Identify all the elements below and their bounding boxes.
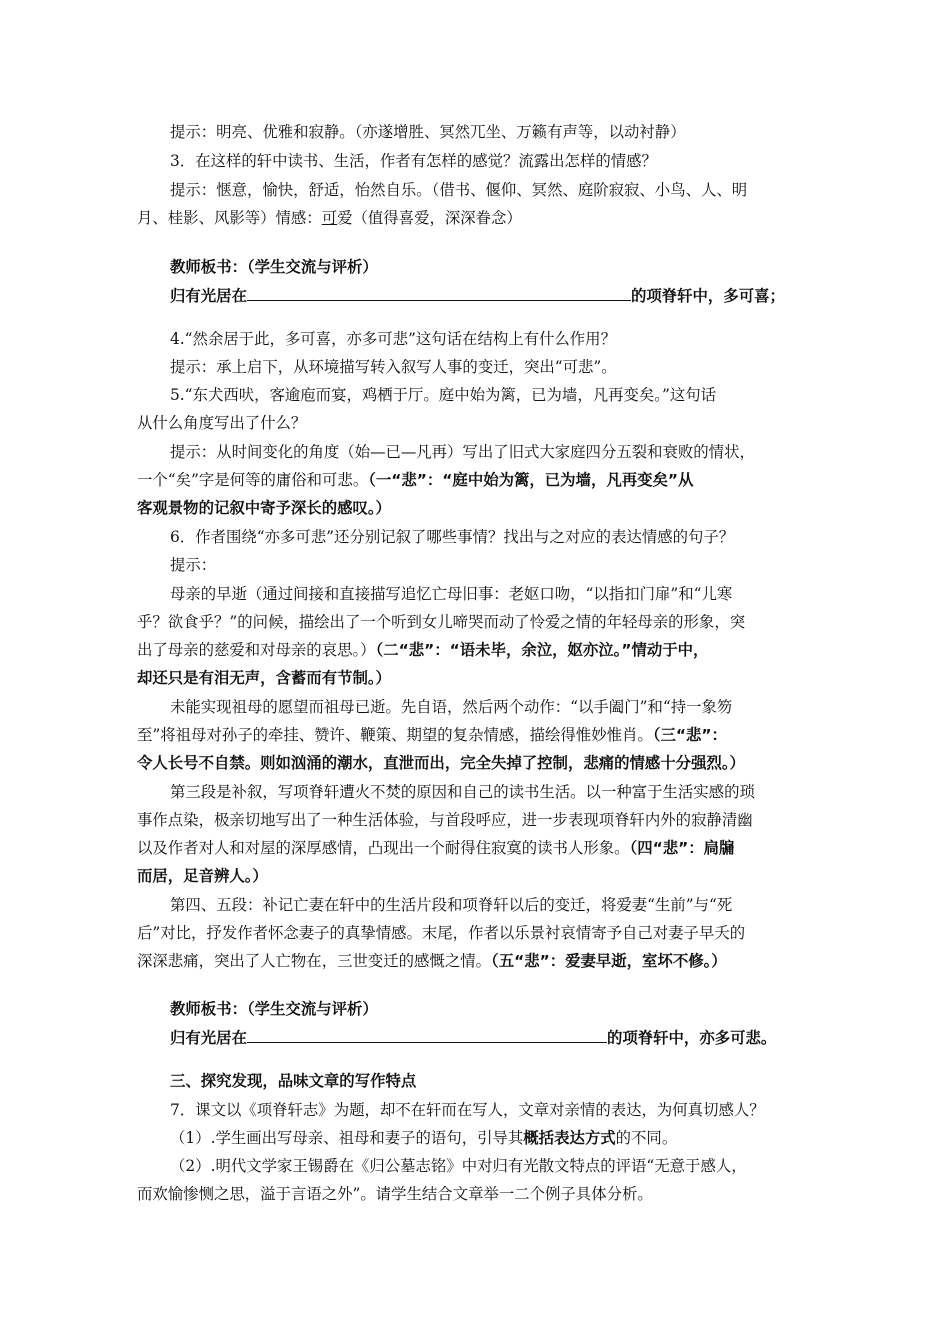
paragraph-line: 母亲的早逝（通过间接和直接描写追忆亡母旧事：老妪口吻，“以指扣门扉”和“儿寒: [170, 585, 733, 603]
paragraph-line: 未能实现祖母的愿望而祖母已逝。先自语，然后两个动作：“以手阖门”和“持一象笏: [170, 698, 733, 716]
sub-item-2: （2）.明代文学家王锡爵在《归公墓志铭》中对归有光散文特点的评语“无意于感人，: [170, 1157, 747, 1175]
hint-line: 提示：明亮、优雅和寂静。（亦遂增胜、冥然兀坐、万籁有声等，以动衬静）: [170, 123, 686, 141]
fill-blank: [247, 1028, 607, 1043]
bold-note: 而居，足音辨人。）: [137, 867, 268, 885]
paragraph-line: 乎？欲食乎？”的问候，描绘出了一个听到女儿啼哭而动了怜爱之情的年轻母亲的形象，突: [137, 613, 746, 631]
board-line: 归有光居在 的项脊轩中，亦多可悲。: [170, 1029, 777, 1047]
bold-note: 却还只是有泪无声，含蓄而有节制。）: [137, 669, 391, 687]
hint-line: 提示：承上启下，从环境描写转入叙写人事的变迁，突出“可悲”。: [170, 358, 617, 376]
paragraph-line: 事作点染，极亲切地写出了一种生活体验，与首段呼应，进一步表现项脊轩内外的寂静清幽: [137, 811, 753, 829]
bold-note: 令人长号不自禁。则如汹涌的潮水，直泄而出，完全失掉了控制，悲痛的情感十分强烈。）: [137, 754, 745, 772]
hint-line: 提示：惬意，愉快，舒适，怡然自乐。（借书、偃仰、冥然、庭阶寂寂、小鸟、人、明: [170, 181, 748, 199]
paragraph-line: 至”将祖母对孙子的牵挂、赞许、鞭策、期望的复杂情感，描绘得惟妙惟肖。（三“悲”：: [137, 726, 727, 744]
sub-item-2-continued: 而欢愉惨恻之思，溢于言语之外”。请学生结合文章举一二个例子具体分析。: [137, 1185, 653, 1203]
board-title: 教师板书：（学生交流与评析）: [170, 1000, 378, 1018]
sub-item-1: （1）.学生画出写母亲、祖母和妻子的语句，引导其概括表达方式的不同。: [170, 1129, 678, 1147]
fill-blank: [247, 286, 631, 301]
question-6: 6．作者围绕“亦多可悲”还分别记叙了哪些事情？找出与之对应的表达情感的句子？: [170, 528, 735, 546]
paragraph-line: 第三段是补叙，写项脊轩遭火不焚的原因和自己的读书生活。以一种富于生活实感的琐: [170, 783, 755, 801]
board-line: 归有光居在 的项脊轩中，多可喜；: [170, 287, 785, 305]
hint-line-continued: 月、桂影、风影等）情感：可爱（值得喜爱，深深眷念）: [137, 209, 522, 227]
paragraph-line: 以及作者对人和对屋的深厚感情，凸现出一个耐得住寂寞的读书人形象。（四“悲”：扃牖: [137, 839, 735, 857]
question-3: 3．在这样的轩中读书、生活，作者有怎样的感觉？流露出怎样的情感？: [170, 152, 657, 170]
paragraph-line: 深深悲痛，突出了人亡物在，三世变迁的感慨之情。（五“悲”：爱妻早逝，室坏不修。）: [137, 952, 727, 970]
board-title: 教师板书：（学生交流与评析）: [170, 258, 378, 276]
paragraph-line: 第四、五段：补记亡妻在轩中的生活片段和项脊轩以后的变迁，将爱妻“生前”与“死: [170, 896, 733, 914]
question-5: 5.“东犬西吠，客逾庖而宴，鸡栖于厅。庭中始为篱，已为墙，凡再变矣。”这句话: [170, 386, 717, 404]
section-heading: 三、探究发现，品味文章的写作特点: [170, 1072, 417, 1090]
question-7: 7．课文以《项脊轩志》为题，却不在轩而在写人，文章对亲情的表达，为何真切感人？: [170, 1101, 765, 1119]
hint-line-continued: 一个“矣”字是何等的庸俗和可悲。（一“悲”：“庭中始为篱，已为墙，凡再变矣”从: [137, 471, 694, 489]
question-5-continued: 从什么角度写出了什么？: [137, 414, 307, 432]
hint-label: 提示：: [170, 556, 217, 574]
bold-note: 客观景物的记叙中寄予深长的感叹。）: [137, 499, 391, 517]
paragraph-line: 后”对比，抒发作者怀念妻子的真挚情感。末尾，作者以乐景衬哀情寄予自己对妻子早夭的: [137, 924, 746, 942]
question-4: 4.“然余居于此，多可喜，亦多可悲”这句话在结构上有什么作用？: [170, 330, 616, 348]
hint-line: 提示：从时间变化的角度（始—已—凡再）写出了旧式大家庭四分五裂和衰败的情状，: [170, 443, 755, 461]
paragraph-line: 出了母亲的慈爱和对母亲的哀思。）（二“悲”：“语未毕，余泣，妪亦泣。”情动于中，: [137, 641, 709, 659]
